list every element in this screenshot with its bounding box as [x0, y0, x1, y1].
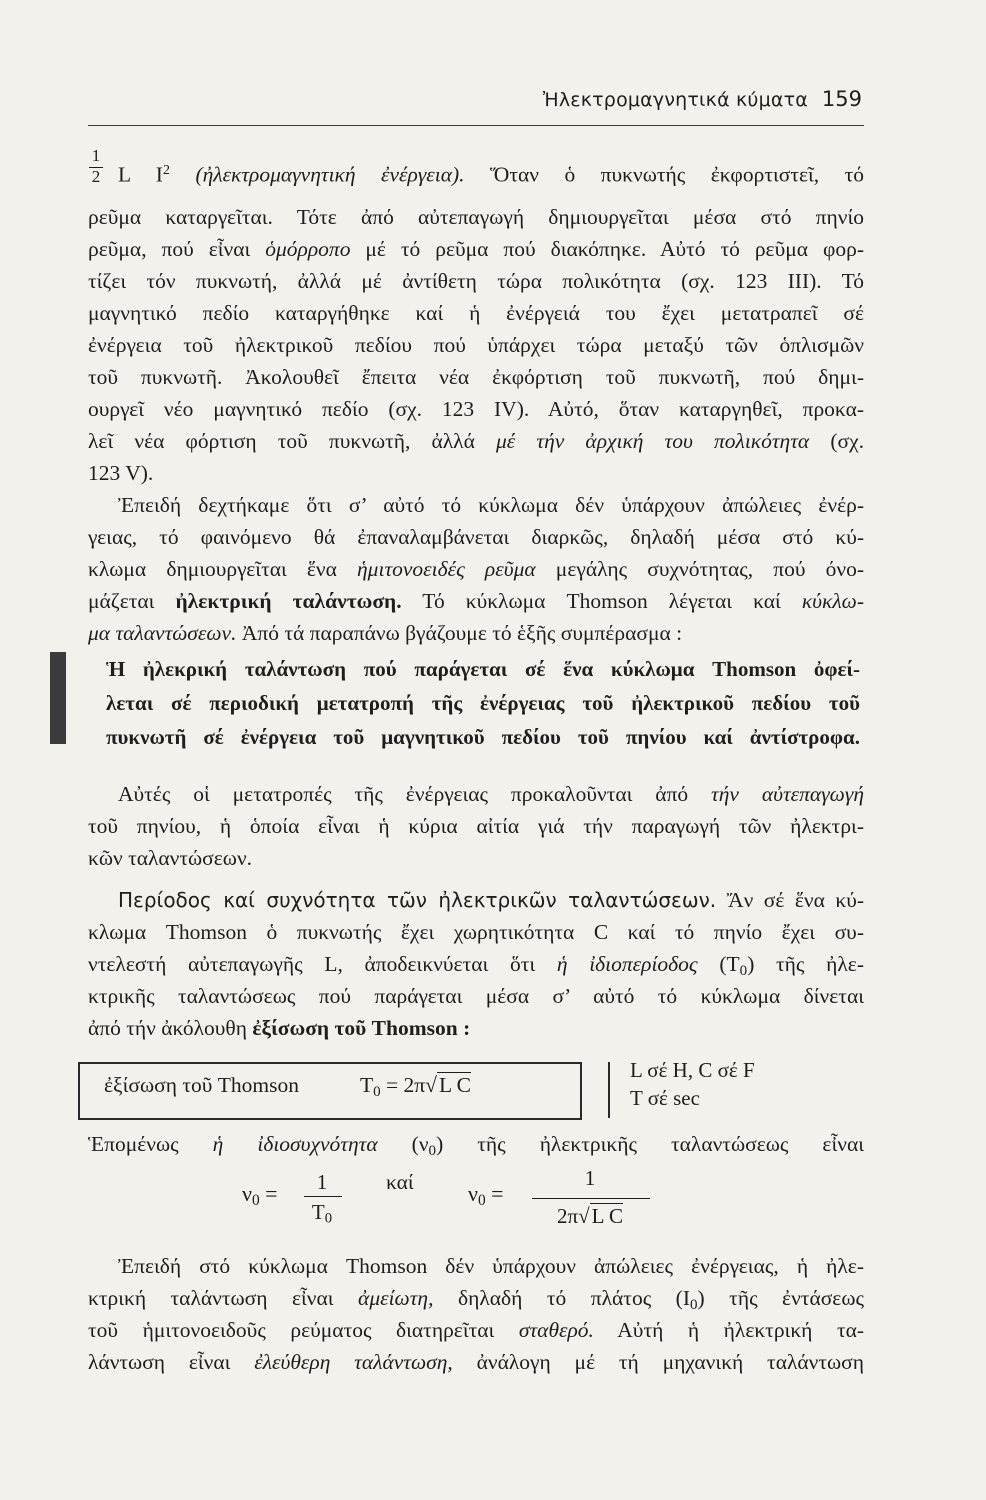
bold-term: ἠλεκτρική ταλάντωση. [175, 589, 402, 613]
italic-term: ὁμόρροπο [265, 237, 351, 261]
energy-formula: L I [118, 162, 163, 187]
text-run: 2π [557, 1204, 579, 1228]
highlight-line-1: Ἡ ἠλεκρική ταλάντωση πού παράγεται σέ ἕνα κύκλωμα Thomson ὀφεί- [106, 657, 860, 681]
fraction-denominator [530, 1204, 650, 1229]
p1-line-5: μαγνητικό πεδίο καταργήθηκε καί ἡ ἐνέργειά του ἔχει μετατραπεῖ σέ [88, 301, 864, 325]
radicand: L C [591, 1204, 623, 1228]
fraction-bar [304, 1196, 342, 1197]
text-run: Ἀπό τά παραπάνω βγάζουμε τό ἑξῆς συμπέρασμα : [241, 621, 683, 645]
p1-line-10: 123 V). [88, 461, 154, 485]
text-run: μέ τό ρεῦμα πού διακόπηκε. Αὐτό τό ρεῦμα φορ- [365, 237, 865, 261]
p6-line-4 [88, 1346, 864, 1378]
fraction-numerator: 1 [316, 1170, 328, 1194]
text-run: Ἑπομένως [88, 1132, 179, 1156]
text-run: ) τῆς ἠλεκτρικῆς ταλαντώσεως εἶναι [436, 1132, 864, 1156]
p1-line-1 [118, 155, 864, 187]
units-line-2: T σέ sec [630, 1086, 700, 1110]
italic-term: κύκλω- [801, 589, 864, 613]
sqrt-symbol: √ [425, 1073, 437, 1097]
p4-line-2: κλωμα Thomson ὁ πυκνωτής ἔχει χωρητικότητα C καί τό πηνίο ἔχει συ- [88, 920, 864, 944]
p2-line-5 [88, 617, 864, 649]
nu-equation-1-lhs [242, 1181, 278, 1210]
thomson-equation [360, 1073, 471, 1101]
fraction-denominator [302, 1200, 342, 1228]
text-run: κλωμα δημιουργεῖται ἕνα [88, 557, 337, 581]
units-divider [608, 1062, 610, 1118]
p1-line-2: ρεῦμα καταργεῖται. Τότε ἀπό αὐτεπαγωγή δημιουργεῖται μέσα στό πηνίο [88, 205, 864, 229]
p2-line-1: Ἐπειδή δεχτήκαμε ὅτι σ’ αὐτό τό κύκλωμα δέν ὑπάρχουν ἀπώλειες ἐνέρ- [118, 493, 864, 517]
p1-line-4: τίζει τόν πυκνωτή, ἀλλά μέ ἀντίθετη τώρα πολικότητα (σχ. 123 III). Τό [88, 269, 864, 293]
p4-line-1 [118, 884, 864, 916]
nu-equation-2-lhs [468, 1181, 504, 1210]
text-run: Αὐτές οἱ μετατροπές τῆς ἐνέργειας προκαλοῦνται ἀπό [118, 782, 689, 806]
radicand: L C [438, 1073, 472, 1097]
text-run: ἀπό τήν ἀκόλουθη [88, 1016, 247, 1040]
text-run: ) τῆς ἠλε- [747, 952, 864, 976]
text-run: = 2π [386, 1073, 426, 1097]
subscript: 0 [477, 1191, 486, 1209]
italic-term: σταθερό. [518, 1318, 594, 1342]
italic-term: (ἠλεκτρομαγνητική ἐνέργεια). [195, 162, 465, 187]
sqrt-symbol: √ [578, 1204, 590, 1228]
subscript: 0 [373, 1083, 381, 1100]
p2-line-3 [88, 553, 864, 585]
fraction-numerator: 1 [584, 1166, 596, 1190]
page-number: 159 [821, 87, 862, 111]
text-run: λάντωση εἶναι [88, 1350, 231, 1374]
thomson-formula-box [78, 1062, 582, 1120]
italic-term: ἐλεύθερη ταλάντωση, [254, 1350, 453, 1374]
section-heading: Περίοδος καί συχνότητα τῶν ἠλεκτρικῶν ταλαντώσεων. [118, 888, 717, 912]
italic-term: ἡμιτονοειδές ρεῦμα [357, 557, 536, 581]
highlight-line-2: λεται σέ περιοδική μετατροπή τῆς ἐνέργειας τοῦ ἠλεκτρικοῦ πεδίου τοῦ [106, 691, 860, 715]
p1-line-3 [88, 233, 864, 265]
italic-term: μα ταλαντώσεων. [88, 621, 237, 645]
italic-term: ἀμείωτη, [358, 1286, 434, 1310]
frequency-symbol [411, 1132, 864, 1159]
highlight-bar [50, 652, 66, 744]
p1-line-7: τοῦ πυκνωτῆ. Ἀκολουθεῖ ἔπειτα νέα ἐκφόρτιση τοῦ πυκνωτῆ, πού δημι- [88, 365, 864, 389]
text-run: ντελεστή αὐτεπαγωγῆς L, ἀποδεικνύεται ὅτι [88, 952, 536, 976]
p5-line-1 [88, 1128, 864, 1160]
p3-line-1 [118, 778, 864, 810]
formula-label: ἐξίσωση τοῦ Thomson [104, 1073, 299, 1097]
fraction-one-half [88, 147, 104, 191]
text-run: Αὐτή ἡ ἠλεκτρική τα- [617, 1318, 865, 1342]
fraction-denominator: 2 [91, 167, 101, 186]
header-title: Ἠλεκτρομαγνητικά κύματα [542, 89, 808, 111]
text-run: T [360, 1073, 374, 1097]
italic-term: μέ τήν ἀρχική του πολικότητα [496, 429, 810, 453]
text-run: ) τῆς ἐντάσεως [697, 1286, 864, 1310]
p2-line-2: γειας, τό φαινόμενο θά ἐπαναλαμβάνεται διαρκῶς, δηλαδή μέσα στό κύ- [88, 525, 864, 549]
italic-term: ἡ ἰδιοπερίοδος [556, 952, 698, 976]
text-run: Τό κύκλωμα Thomson λέγεται καί [422, 589, 781, 613]
amplitude-phrase [457, 1286, 864, 1313]
italic-term: τήν αὐτεπαγωγή [711, 782, 865, 806]
text-run: (ν [411, 1132, 429, 1156]
subscript: 0 [324, 1210, 333, 1227]
text-run: (σχ. [830, 429, 864, 453]
text-run: δηλαδή τό πλάτος (I [457, 1286, 691, 1310]
subscript: 0 [690, 1296, 698, 1313]
p1-line-8: ουργεῖ νέο μαγνητικό πεδίο (σχ. 123 IV). Αὐτό, ὅταν καταργηθεῖ, προκα- [88, 397, 864, 421]
text-run: T [311, 1200, 325, 1224]
p4-line-3 [88, 948, 864, 980]
text-run: μάζεται [88, 589, 155, 613]
fraction-bar [532, 1198, 650, 1199]
subscript: 0 [428, 1142, 437, 1159]
and-word: καί [386, 1170, 414, 1194]
p6-line-3 [88, 1314, 864, 1346]
superscript: 2 [162, 163, 170, 178]
p4-line-4: κτρικῆς ταλαντώσεως πού παράγεται μέσα σ’ αὐτό τό κύκλωμα δίνεται [88, 984, 864, 1008]
text-run: ν [242, 1181, 252, 1206]
fraction-one-over-T0 [302, 1166, 342, 1226]
p1-line-6: ἐνέργεια τοῦ ἠλεκτρικοῦ πεδίου πού ὑπάρχει τώρα μεταξύ τῶν ὁπλισμῶν [88, 333, 864, 357]
text-run: κτρική ταλάντωση εἶναι [88, 1286, 334, 1310]
text-run: Ὅταν ὁ πυκνωτής ἐκφορτιστεῖ, τό [490, 162, 865, 187]
p4-line-5 [88, 1012, 864, 1044]
text-run: (T [719, 952, 740, 976]
text-run: ν [468, 1181, 478, 1206]
text-run: = [491, 1181, 504, 1206]
period-symbol [719, 952, 864, 979]
italic-term: ἡ ἰδιοσυχνότητα [212, 1132, 378, 1156]
text-run: μεγάλης συχνότητας, πού όνο- [555, 557, 865, 581]
text-run: ρεῦμα, πού εἶναι [88, 237, 251, 261]
p1-line-9 [88, 425, 864, 457]
running-header [88, 85, 864, 126]
text-run: λεῖ νέα φόρτιση τοῦ πυκνωτῆ, ἀλλά [88, 429, 475, 453]
fraction-one-over-2pi-sqrt-LC [530, 1166, 650, 1236]
p6-line-2 [88, 1282, 864, 1314]
text-run: τοῦ ἡμιτονοειδοῦς ρεύματος διατηρεῖται [88, 1318, 495, 1342]
text-run: Ἄν σέ ἕνα κύ- [726, 888, 865, 912]
subscript: 0 [251, 1191, 260, 1209]
p3-line-3: κῶν ταλαντώσεων. [88, 846, 253, 870]
subscript: 0 [739, 962, 748, 979]
highlight-line-3: πυκνωτῆ σέ ἐνέργεια τοῦ μαγνητικοῦ πεδίου τοῦ πηνίου καί ἀντίστροφα. [106, 725, 860, 749]
bold-term: ἐξίσωση τοῦ Thomson : [252, 1016, 471, 1040]
text-run: = [265, 1181, 278, 1206]
units-line-1: L σέ H, C σέ F [630, 1058, 755, 1082]
fraction-numerator: 1 [91, 146, 101, 165]
text-run: ἀνάλογη μέ τή μηχανική ταλάντωση [476, 1350, 864, 1374]
p3-line-2: τοῦ πηνίου, ἡ ὁποία εἶναι ἡ κύρια αἰτία γιά τήν παραγωγή τῶν ἠλεκτρι- [88, 814, 864, 838]
p6-line-1: Ἐπειδή στό κύκλωμα Thomson δέν ὑπάρχουν ἀπώλειες ἐνέργειας, ἡ ἠλε- [118, 1254, 864, 1278]
p2-line-4 [88, 585, 864, 617]
